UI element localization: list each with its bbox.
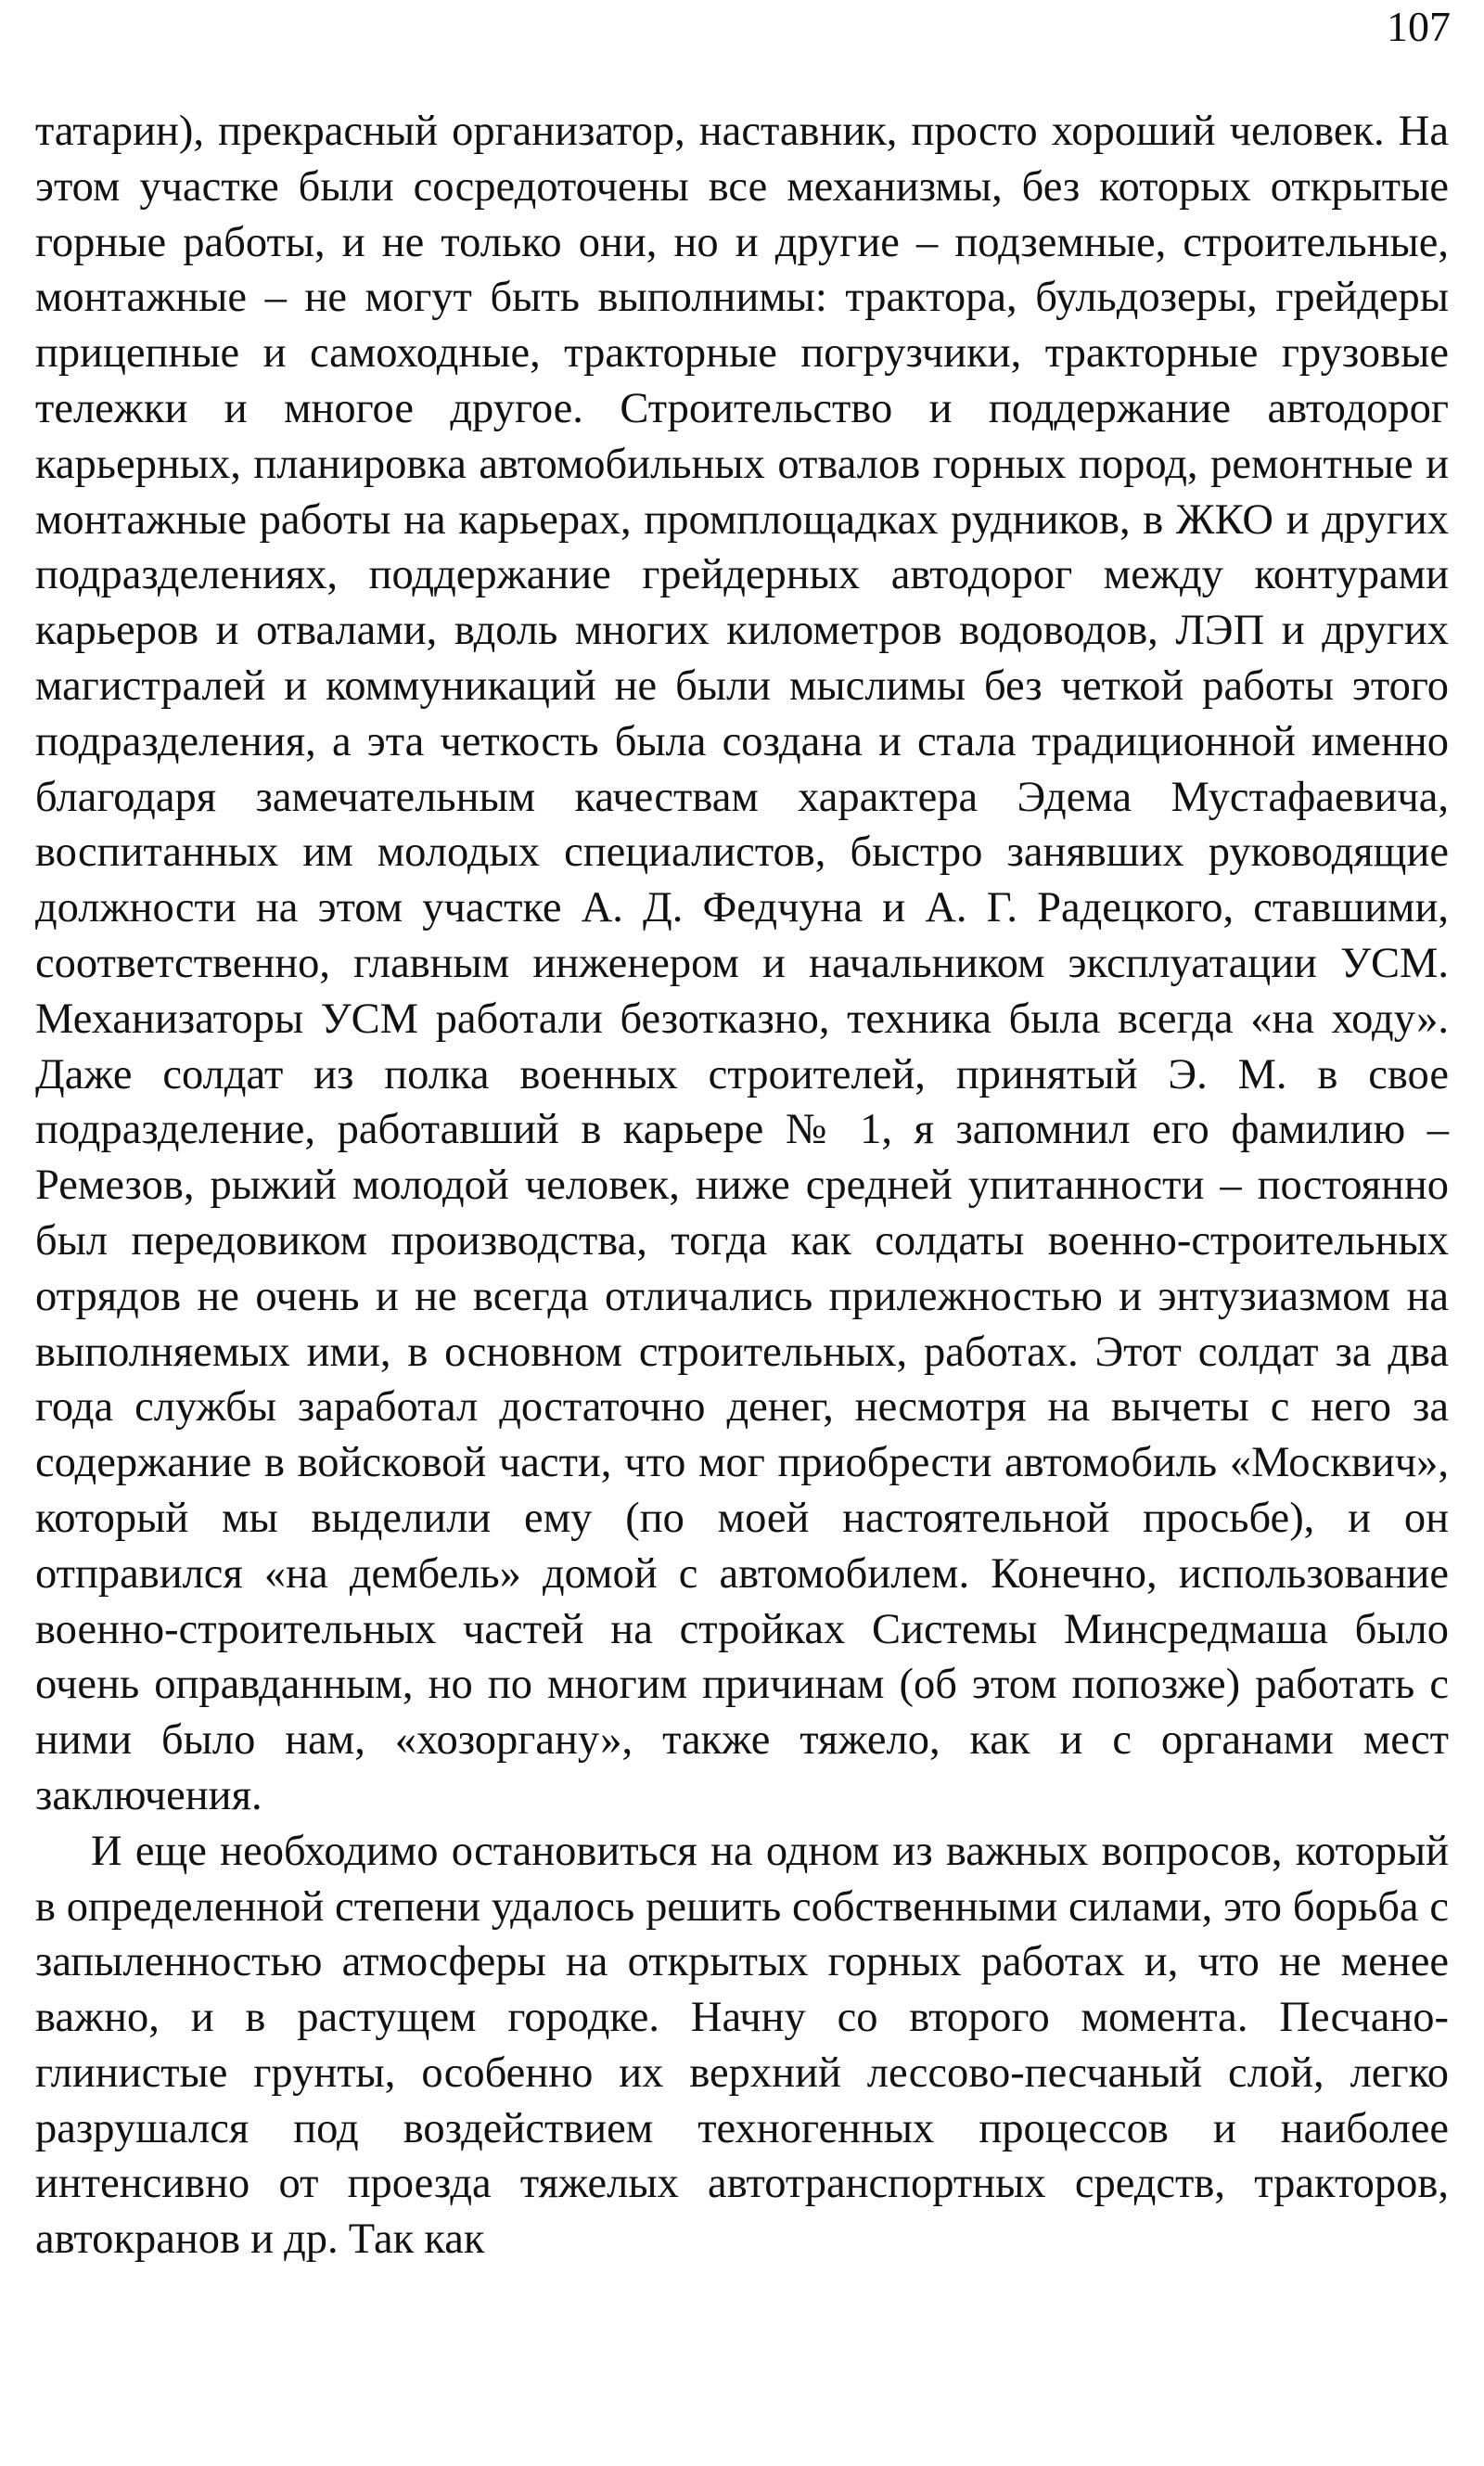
body-text xyxy=(35,104,1449,2267)
paragraph-2: И еще необходимо остановиться на одном из важных вопросов, который в определенной степени удалось решить собственными силами, это борьба с запыленностью атмосферы на открытых горных работах и, что не менее важно, и в растущем городке. Начну со второго момента. Песчано-глинистые грунты, особенно их верхний лессово-песчаный слой, легко разрушался под воздействием техногенных процессов и наиболее интенсивно от проезда тяжелых автотранспортных средств, тракторов, автокранов и др. Так как xyxy=(35,1827,1449,2264)
page-number: 107 xyxy=(1387,3,1451,50)
paragraph-1: татарин), прекрасный организатор, наставник, просто хороший человек. На этом участке были сосредоточены все механизмы, без которых открытые горные работы, и не только они, но и другие – подземные, строительные, монтажные – не могут быть выполнимы: трактора, бульдозеры, грейдеры прицепные и самоходные, тракторные погрузчики, тракторные грузовые тележки и многое другое. Строительство и поддержание автодорог карьерных, планировка автомобильных отвалов горных пород, ремонтные и монтажные работы на карьерах, промплощадках рудников, в ЖКО и других подразделениях, поддержание грейдерных автодорог между контурами карьеров и отвалами, вдоль многих километров водоводов, ЛЭП и других магистралей и коммуникаций не были мыслимы без четкой работы этого подразделения, а эта четкость была создана и стала традиционной именно благодаря замечательным качествам характера Эдема Мустафаевича, воспитанных им молодых специалистов, быстро занявших руководящие должности на этом участке А. Д. Федчуна и А. Г. Радецкого, ставшими, соответственно, главным инженером и начальником эксплуатации УСМ. Механизаторы УСМ работали безотказно, техника была всегда «на ходу». Даже солдат из полка военных строителей, принятый Э. М. в свое подразделение, работавший в карьере № 1, я запомнил его фамилию – Ремезов, рыжий молодой человек, ниже средней упитанности – постоянно был передовиком производства, тогда как солдаты военно-строительных отрядов не очень и не всегда отличались прилежностью и энтузиазмом на выполняемых ими, в основном строительных, работах. Этот солдат за два года службы заработал достаточно денег, несмотря на вычеты с него за содержание в войсковой части, что мог приобрести автомобиль «Москвич», который мы выделили ему (по моей настоятельной просьбе), и он отправился «на дембель» домой с автомобилем. Конечно, использование военно-строительных частей на стройках Системы Минсредмаша было очень оправданным, но по многим причинам (об этом попозже) работать с ними было нам, «хозоргану», также тяжело, как и с органами мест заключения. xyxy=(35,108,1449,1819)
